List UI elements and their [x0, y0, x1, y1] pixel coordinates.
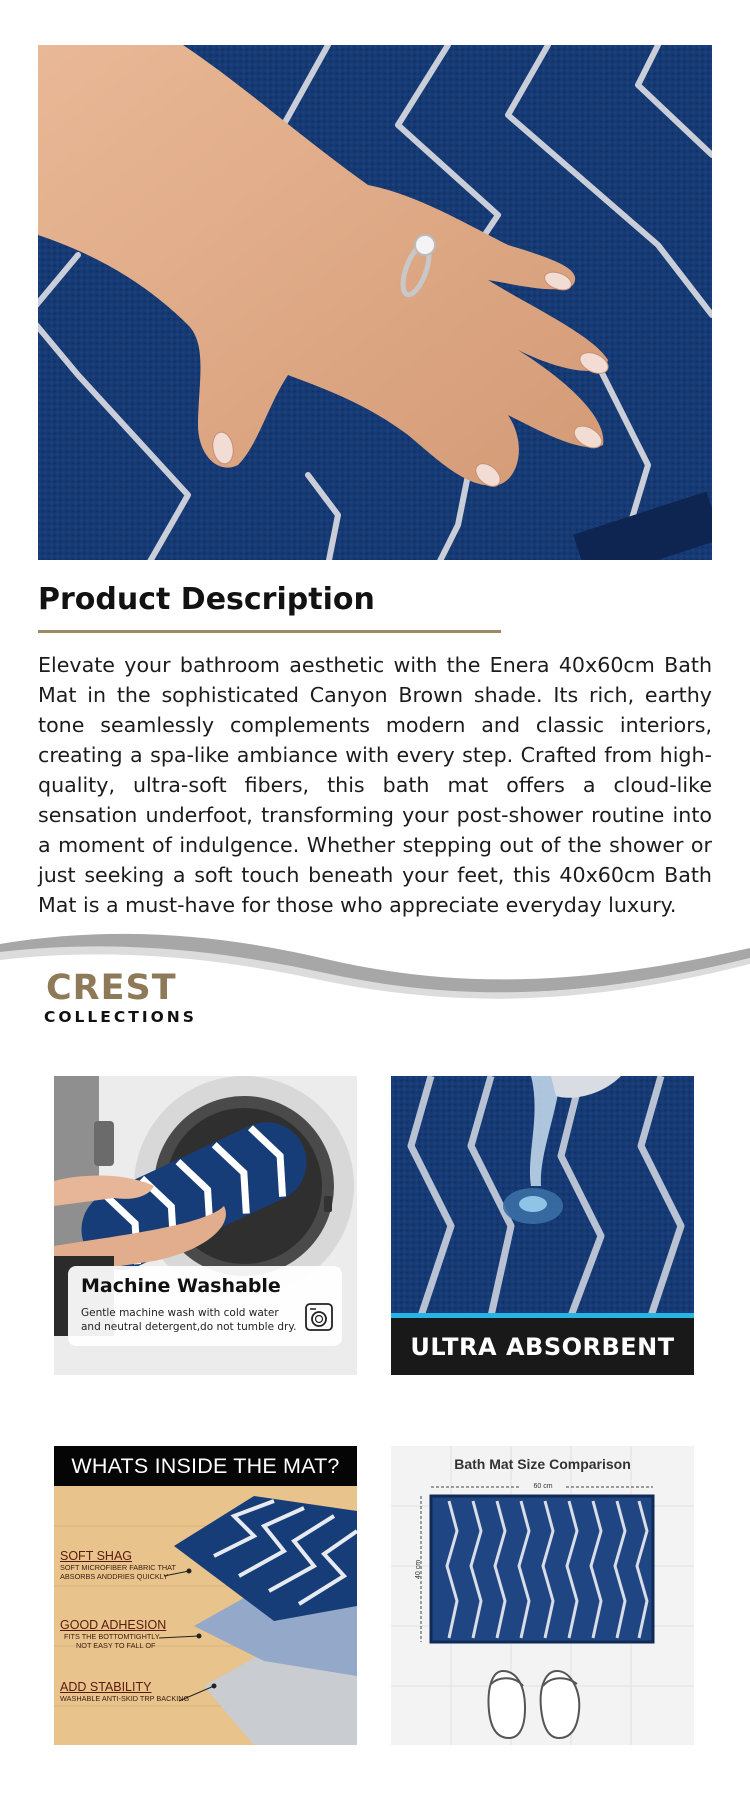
layer-soft-shag [60, 1549, 176, 1581]
hero-image [38, 45, 712, 560]
washing-machine-icon [304, 1302, 334, 1332]
ultra-absorbent-label: ULTRA ABSORBENT [410, 1332, 675, 1361]
hand-on-mat-illustration [38, 45, 712, 560]
mat-layers-tile [54, 1446, 357, 1745]
layer-good-adhesion [60, 1618, 166, 1650]
layer-desc: WASHABLE ANTI-SKID TRP BACKING [60, 1694, 190, 1703]
brand-name: CREST [46, 968, 177, 1008]
size-comparison-diagram [391, 1446, 694, 1745]
size-comparison-tile [391, 1446, 694, 1745]
layer-title: ADD STABILITY [60, 1680, 152, 1694]
water-pour-photo [391, 1076, 694, 1316]
layer-desc: SOFT MICROFIBER FABRIC THAT [60, 1563, 176, 1572]
machine-washable-text: Gentle machine wash with cold water and neutral detergent,do not tumble dry. [81, 1307, 297, 1333]
heading-underline [38, 630, 501, 633]
layer-title: GOOD ADHESION [60, 1618, 167, 1632]
height-dimension-label: 40 cm [415, 1559, 423, 1580]
size-comparison-title: Bath Mat Size Comparison [454, 1456, 631, 1472]
layer-desc: ABSORBS ANDDRIES QUICKLY [60, 1572, 169, 1581]
layer-add-stability [60, 1680, 189, 1703]
ultra-absorbent-banner [391, 1313, 694, 1375]
layer-desc: FITS THE BOTTOMTIGHTLY [64, 1632, 160, 1641]
machine-washable-tile [54, 1076, 357, 1375]
machine-washable-title: Machine Washable [81, 1275, 281, 1297]
ultra-absorbent-tile [391, 1076, 694, 1375]
layer-desc: NOT EASY TO FALL OF [76, 1641, 156, 1650]
product-description-heading: Product Description [38, 582, 375, 617]
brand-subtitle: COLLECTIONS [44, 1008, 197, 1026]
brand-logo [46, 968, 196, 1026]
product-description-text: Elevate your bathroom aesthetic with the Enera 40x60cm Bath Mat in the sophisticated Canyon Brown shade. Its rich, earthy tone seamlessly complements modern and classic interiors, creating a spa-like ambiance with every step. Crafted from high-quality, ultra-soft fibers, this bath mat offers a cloud-like sensation underfoot, transforming your post-shower routine into a moment of indulgence. Whether stepping out of the shower or just seeking a soft touch beneath your feet, this 40x60cm Bath Mat is a must-have for those who appreciate everyday luxury. [38, 653, 712, 917]
width-dimension-label: 60 cm [521, 1483, 565, 1490]
machine-washable-card [68, 1266, 342, 1346]
layer-title: SOFT SHAG [60, 1549, 133, 1563]
inside-mat-heading: WHATS INSIDE THE MAT? [54, 1446, 357, 1486]
